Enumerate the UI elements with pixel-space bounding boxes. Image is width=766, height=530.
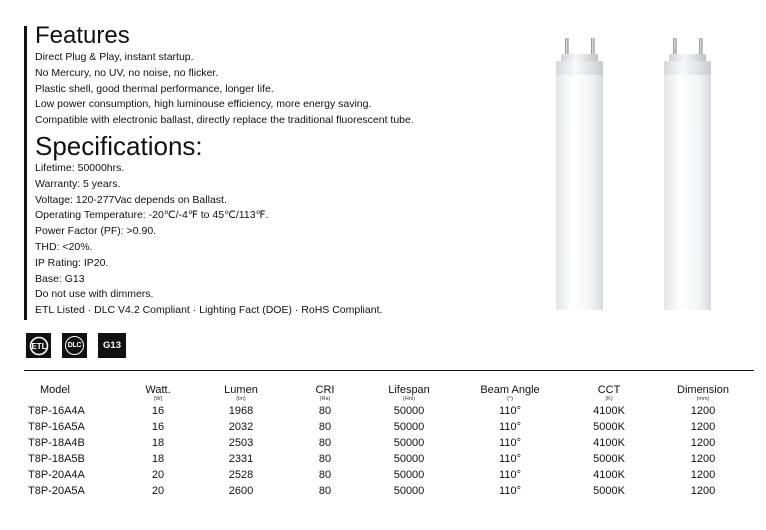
- column-header: Dimension (mm): [677, 384, 729, 402]
- features-heading: Features: [35, 22, 130, 49]
- feature-item: Low power consumption, high luminouse efficiency, more energy saving.: [35, 98, 372, 111]
- cell-watt: 20: [151, 469, 165, 481]
- cell-cct: 5000K: [593, 421, 625, 433]
- g13-base-icon: G13: [98, 333, 126, 358]
- dlc-icon: DLC: [62, 333, 87, 358]
- column-header: Lumen (lm): [224, 384, 258, 402]
- cell-cct: 4100K: [593, 405, 625, 417]
- cell-beam-angle: 110°: [499, 405, 521, 417]
- column-header: Model: [40, 384, 70, 396]
- feature-item: No Mercury, no UV, no noise, no flicker.: [35, 66, 219, 79]
- spec-item: Voltage: 120-277Vac depends on Ballast.: [35, 193, 227, 206]
- tube-right: [664, 38, 711, 310]
- features-list: [35, 50, 535, 129]
- table-row: [24, 435, 754, 451]
- product-image: [540, 30, 760, 320]
- feature-item: Compatible with electronic ballast, directly replace the traditional fluorescent tube.: [35, 114, 414, 127]
- cell-lumen: 2528: [228, 469, 254, 481]
- table-row: [24, 483, 754, 499]
- feature-item: Direct Plug & Play, instant startup.: [35, 51, 194, 63]
- cell-cct: 5000K: [593, 485, 625, 497]
- cell-lifespan: 50000: [393, 453, 425, 465]
- table-row: [24, 419, 754, 435]
- specifications-heading: Specifications:: [35, 130, 203, 161]
- cell-dimension: 1200: [690, 453, 716, 465]
- accent-bar: [24, 26, 27, 320]
- spec-item: Power Factor (PF): >0.90.: [35, 225, 157, 238]
- cell-watt: 20: [151, 485, 165, 497]
- column-header: Beam Angle (°): [480, 384, 540, 402]
- cell-cri: 80: [318, 485, 332, 497]
- feature-item: Plastic shell, good thermal performance, longer life.: [35, 82, 274, 95]
- cell-watt: 16: [151, 405, 165, 417]
- cell-model: T8P-18A5B: [28, 453, 85, 465]
- cell-lifespan: 50000: [393, 405, 425, 417]
- cell-lumen: 2503: [228, 437, 254, 449]
- cell-beam-angle: 110°: [499, 437, 521, 449]
- spec-item: THD: <20%.: [35, 240, 93, 253]
- cell-cri: 80: [318, 437, 332, 449]
- product-table: [24, 370, 754, 499]
- cell-model: T8P-16A5A: [28, 421, 85, 433]
- cell-beam-angle: 110°: [499, 469, 521, 481]
- cell-beam-angle: 110°: [499, 453, 521, 465]
- spec-item: Operating Temperature: -20℃/-4℉ to 45℃/113℉.: [35, 209, 269, 222]
- cell-lifespan: 50000: [393, 469, 425, 481]
- cell-model: T8P-18A4B: [28, 437, 85, 449]
- tube-left: [556, 38, 603, 310]
- spec-item: Base: G13: [35, 272, 85, 285]
- cell-cct: 4100K: [593, 469, 625, 481]
- column-header: CCT (K): [597, 384, 621, 402]
- spec-item: ETL Listed · DLC V4.2 Compliant · Lighting Fact (DOE) · RoHS Compliant.: [35, 304, 383, 317]
- cell-lumen: 2331: [228, 453, 254, 465]
- column-header: CRI (Ra): [315, 384, 335, 402]
- cell-dimension: 1200: [690, 405, 716, 417]
- cell-cri: 80: [318, 421, 332, 433]
- cell-lumen: 1968: [228, 405, 254, 417]
- cell-model: T8P-20A5A: [28, 485, 85, 497]
- column-header: Watt. (W): [145, 384, 171, 402]
- spec-item: IP Rating: IP20.: [35, 256, 109, 269]
- cell-lifespan: 50000: [393, 421, 425, 433]
- table-row: [24, 403, 754, 419]
- cell-cct: 5000K: [593, 453, 625, 465]
- cell-cri: 80: [318, 469, 332, 481]
- cell-dimension: 1200: [690, 469, 716, 481]
- svg-text:ETL: ETL: [30, 341, 47, 351]
- spec-item: Warranty: 5 years.: [35, 177, 121, 190]
- led-tube-illustration: [540, 30, 760, 320]
- cell-model: T8P-16A4A: [28, 405, 85, 417]
- spec-item: Lifetime: 50000hrs.: [35, 161, 125, 174]
- cell-lumen: 2032: [228, 421, 254, 433]
- cell-dimension: 1200: [690, 421, 716, 433]
- cell-beam-angle: 110°: [499, 421, 521, 433]
- cell-dimension: 1200: [690, 485, 716, 497]
- cell-watt: 18: [151, 453, 165, 465]
- cell-lumen: 2600: [228, 485, 254, 497]
- product-description: [35, 22, 535, 319]
- table-row: [24, 467, 754, 483]
- column-header: Lifespan (Hrs): [388, 384, 430, 402]
- cell-cct: 4100K: [593, 437, 625, 449]
- cell-watt: 18: [151, 437, 165, 449]
- etl-listed-icon: [26, 333, 51, 358]
- spec-item: Do not use with dimmers.: [35, 288, 154, 301]
- cell-watt: 16: [151, 421, 165, 433]
- cell-beam-angle: 110°: [499, 485, 521, 497]
- table-header-row: [24, 371, 754, 403]
- cell-dimension: 1200: [690, 437, 716, 449]
- table-row: [24, 451, 754, 467]
- cell-lifespan: 50000: [393, 437, 425, 449]
- cell-cri: 80: [318, 453, 332, 465]
- cell-cri: 80: [318, 405, 332, 417]
- specifications-list: [35, 161, 535, 319]
- cell-model: T8P-20A4A: [28, 469, 85, 481]
- cell-lifespan: 50000: [393, 485, 425, 497]
